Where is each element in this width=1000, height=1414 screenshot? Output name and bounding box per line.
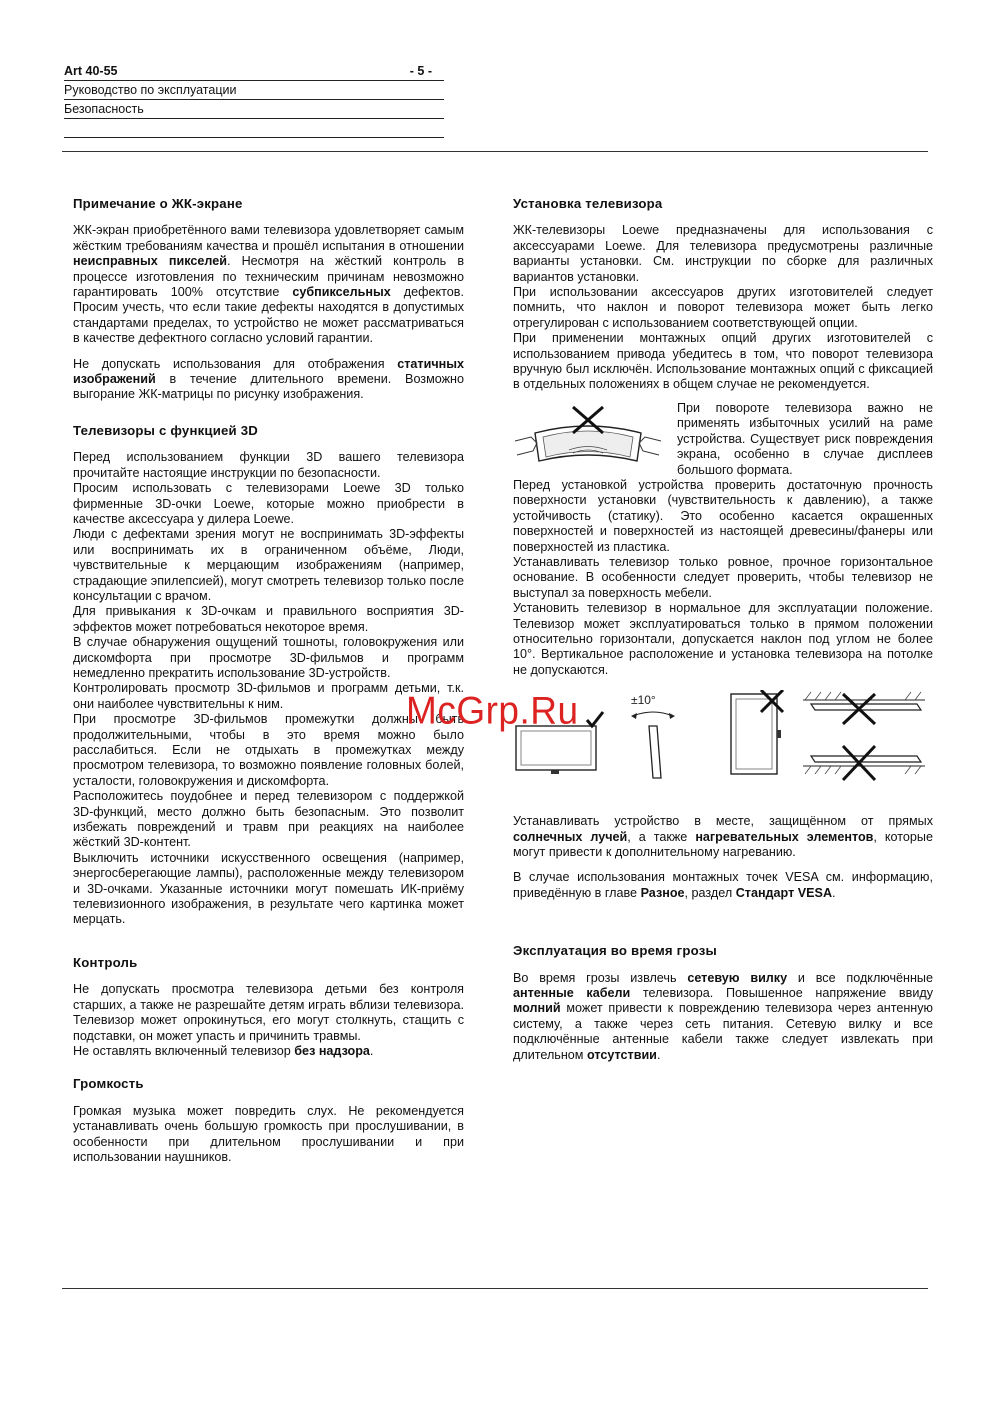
control-paragraph-2: Не оставлять включенный телевизор без надзора.	[73, 1043, 374, 1058]
install-paragraph: Установить телевизор в нормальное для эксплуатации положение. Телевизор может эксплуатироваться только в прямом положении относительно горизонтали, допускается наклон под углом не более 10°. Вертикальное расположение и установка телевизора на потолке не допускаются.	[513, 601, 933, 677]
header-manual: Руководство по эксплуатации	[64, 83, 237, 97]
page-header	[64, 62, 444, 138]
page-number: - 5 -	[409, 64, 432, 78]
volume-title: Громкость	[73, 1076, 144, 1092]
bottom-divider	[62, 1288, 928, 1289]
tilt-label: ±10°	[631, 693, 656, 708]
lcd-paragraph-2: Не допускать использования для отображения статичных изображений в течение длительного времени. Возможно выгорание ЖК-матрицы по рисунку изображения.	[73, 356, 464, 402]
header-section: Безопасность	[64, 102, 144, 116]
control-title: Контроль	[73, 954, 138, 970]
tv3d-paragraph: Контролировать просмотр 3D-фильмов и программ детьми, т.к. они наиболее чувствительны к ним.	[73, 681, 464, 711]
lcd-paragraph-1: ЖК-экран приобретённого вами телевизора удовлетворяет самым жёстким требованиям качества и прошёл испытания в отношении неисправных пикселей. Несмотря на жёсткий контроль в процессе изготовления по техническим причинам невозможно гарантировать 100% отсутствие субпиксельных дефектов. Просим учесть, что если такие дефекты находятся в допустимых стандартами пределах, то устройство не может рассматриваться в качестве дефектного согласно условий гарантии.	[73, 223, 465, 346]
tv3d-paragraph: При просмотре 3D-фильмов промежутки должны быть продолжительными, чтобы в это время можно было расслабиться. Если не отдыхать в промежутках между просмотром телевизора, то возможно появление головных болей, усталости, головокружения и дискомфорта.	[73, 712, 464, 788]
rotation-warning-text: При повороте телевизора важно не применять избыточных усилий на раме устройства. Существует риск повреждения экрана, особенно в случае дисплеев большого формата.	[677, 400, 933, 477]
right-column	[513, 196, 933, 1063]
install-title: Установка телевизора	[513, 196, 663, 211]
rotation-warning-illustration	[513, 403, 663, 478]
watermark: McGrp.Ru	[406, 688, 579, 732]
sunlight-paragraph: Устанавливать устройство в месте, защищённом от прямых солнечных лучей, а также нагревательных элементов, которые могут привести к дополнительному нагреванию.	[513, 814, 933, 859]
tv3d-paragraph: Перед использованием функции 3D вашего телевизора прочитайте настоящие инструкции по безопасности.	[73, 450, 464, 480]
storm-paragraph: Во время грозы извлечь сетевую вилку и все подключённые антенные кабели телевизора. Повышенное напряжение ввиду молний может привести к повреждению телевизора через антенную систему, а также через сеть питания. Сетевую вилку и все подключённые антенные кабели также следует извлекать при длительном отсутствии.	[513, 970, 933, 1062]
left-column	[73, 196, 464, 1165]
header-empty-row	[64, 119, 444, 138]
storm-title: Эксплуатация во время грозы	[513, 943, 717, 959]
header-model-row	[64, 62, 444, 81]
install-paragraph: Устанавливать телевизор только ровное, прочное горизонтальное основание. В особенности следует проверить, чтобы телевизор не выступал за поверхность мебели.	[513, 554, 933, 600]
tv3d-paragraph: В случае обнаружения ощущений тошноты, головокружения или дискомфорта при просмотре 3D-фильмов и программ немедленно прекратить использование 3D-устройств.	[73, 635, 464, 680]
check-icon	[587, 712, 603, 726]
vesa-paragraph: В случае использования монтажных точек VESA см. информацию, приведённую в главе Разное, раздел Стандарт VESA.	[513, 870, 933, 900]
tv3d-paragraph: Для привыкания к 3D-очкам и правильного восприятия 3D-эффектов может потребоваться некоторое время.	[73, 604, 464, 634]
install-paragraph: Перед установкой устройства проверить достаточную прочность поверхности установки (чувствительность к давлению), а также устойчивость (статику). Это особенно касается окрашенных поверхностей и поверхностей из настоящей древесины/фанеры или поверхностей из пластика.	[513, 477, 933, 554]
header-manual-row	[64, 81, 444, 100]
header-section-row	[64, 100, 444, 119]
install-paragraph: При применении монтажных опций других изготовителей с использованием привода убедитесь в том, что поворот телевизора вручную был исключён. Использование монтажных опций с фиксацией в отдельных положениях в общем случае не рекомендуется.	[513, 331, 933, 392]
tv3d-paragraph: Выключить источники искусственного освещения (например, энергосберегающие лампы), расположенные между телевизором и 3D-очками. Указанные источники могут помешать ИК-приёму телевизионного изображения, в результате чего картинка может мерцать.	[73, 850, 464, 927]
tv3d-paragraph: Расположитесь поудобнее и перед телевизором с поддержкой 3D-функций, место должно быть безопасным. Это позволит избежать повреждений и травм при реакциях на наиболее жёсткий 3D-контент.	[73, 789, 464, 850]
tv3d-title: Телевизоры с функцией 3D	[73, 422, 258, 438]
volume-paragraph: Громкая музыка может повредить слух. Не рекомендуется устанавливать очень большую громкость при прослушивании, в особенности при длительном прослушивании и при использовании наушников.	[73, 1103, 464, 1164]
tv3d-paragraph: Просим использовать с телевизорами Loewe 3D только фирменные 3D-очки Loewe, которые можно приобрести в качестве аксессуара у дилера Loewe.	[73, 481, 464, 526]
lcd-title: Примечание о ЖК-экране	[73, 196, 243, 211]
header-model: Art 40-55	[64, 64, 118, 78]
top-divider	[62, 151, 928, 152]
install-paragraph: При использовании аксессуаров других изготовителей следует помнить, что наклон и поворот телевизора может быть легко отрегулирован с использованием соответствующей опции.	[513, 285, 933, 330]
install-paragraph: ЖК-телевизоры Loewe предназначены для использования с аксессуарами Loewe. Для телевизора предусмотрены различные варианты установки. См. инструкции по сборке для различных вариантов установки.	[513, 223, 933, 284]
rotation-figure-row	[513, 400, 933, 478]
control-paragraph-1: Не допускать просмотра телевизора детьми без контроля старших, а также не разрешайте детям играть вблизи телевизора. Телевизор может опрокинуться, его могут столкнуть, стащить с подставки, он может упасть и причинить травмы.	[73, 982, 464, 1043]
tv3d-paragraph: Люди с дефектами зрения могут не воспринимать 3D-эффекты или воспринимать их в ограниченном объёме, Люди, чувствительные к мерцающим изображениям (например, страдающие эпилепсией), могут смотреть телевизор только после консультации с врачом.	[73, 527, 464, 603]
